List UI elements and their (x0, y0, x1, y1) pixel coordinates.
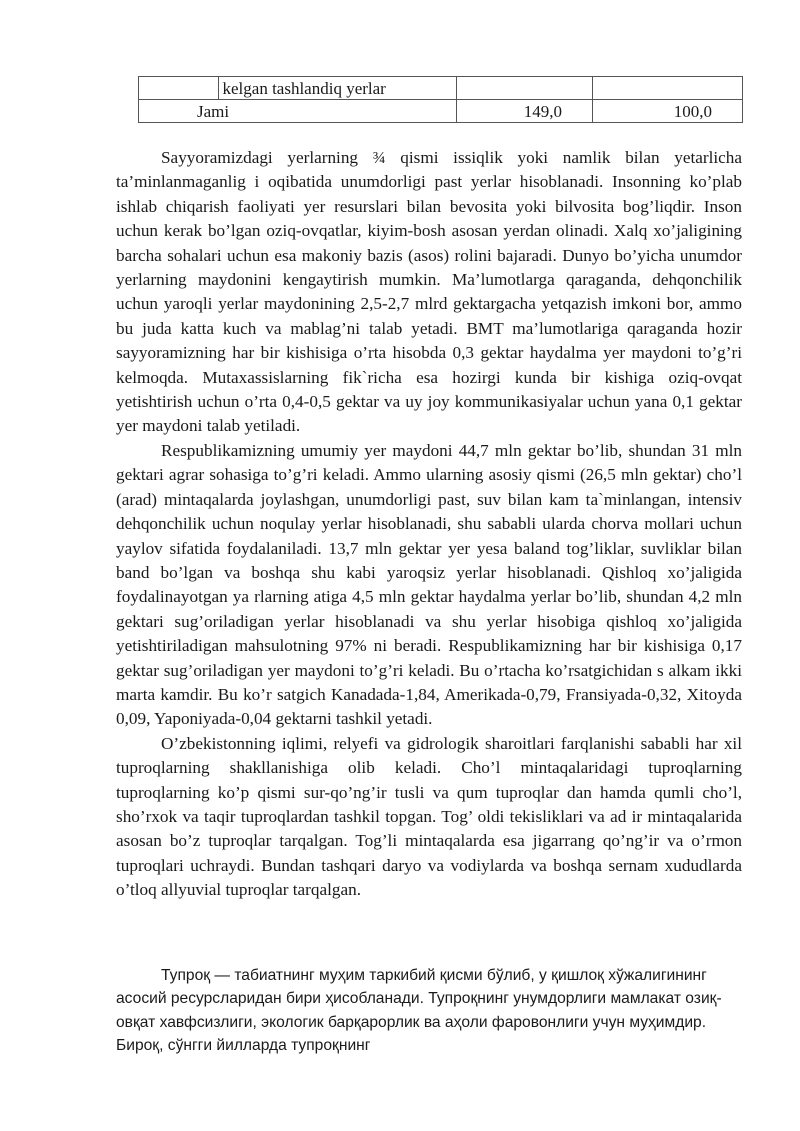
paragraph: Respublikamizning umumiy yer maydoni 44,7 mln gektar bo’lib, shundan 31 mln gektari agrar sohasiga to’g’ri keladi. Ammo ularning asosiy qismi (26,5 mln gektar) cho’l (arad) mintaqalarda joylashgan, unumdorligi past, suv bilan kam ta`minlangan, intensiv dehqonchilik uchun noqulay yerlar hisoblanadi, shu sababli ularda chorva mollari uchun yaylov sifatida foydalaniladi. 13,7 mln gektar yer yesa baland tog’liklar, suvliklar bilan band bo’lgan va boshqa shu kabi yaroqsiz yerlar hisoblanadi. Qishloq xo’jaligida foydalinayotgan ya rlarning atiga 4,5 mln gektar haydalma yerlar bo’lib, shundan 4,2 mln gektari sug’oriladigan yerlar hisoblanadi va shu yerlar hisobiga qishloq xo’jaligida yetishtiriladigan mahsulotning 97% ni beradi. Respublikamizning har bir kishisiga 0,17 gektar sug’oriladigan yer maydoni to’g’ri keladi. Bu o’rtacha ko’rsatgichidan s alkam ikki marta kamdir. Bu ko’r satgich Kanadada-1,84, Amerikada-0,79, Fransiyada-0,32, Xitoyda 0,09, Yaponiyada-0,04 gektarni tashkil yetadi. (116, 440, 742, 729)
paragraph: Sayyoramizdagi yerlarning ¾ qismi issiqlik yoki namlik bilan yetarlicha ta’minlanmaganlig i oqibatida unumdorligi past yerlar hisoblanadi. Insonning ko’plab ishlab chiqarish faoliyati yer resurslari bilan bevosita yoki bilvosita bog’liqdir. Inson uchun kerak bo’lgan oziq-ovqatlar, kiyim-bosh asosan yerdan olinadi. Xalq xo’jaligining barcha sohalari uchun esa makoniy bazis (asos) rolini bajaradi. Dunyo bo’yicha unumdor yerlarning maydonini kengaytirish mumkin. Ma’lumotlarga qaraganda, dehqonchilik uchun yaroqli yerlar maydonining 2,5-2,7 mlrd gektargacha yetqazish imkoni bor, ammo bu juda katta kuch va mablag’ni talab yetadi. BMT ma’lumotlariga qaraganda hozir sayyoramizning har bir kishisiga o’rta hisobda 0,3 gektar haydalma yer maydoni to’g’ri kelmoqda. Mutaxassislarning fik`richa esa hozirgi kunda bir kishiga oziq-ovqat yetishtirish uchun o’rta 0,4-0,5 gektar va uy joy kommunikasiyalar uchun yana 0,1 gektar yer maydoni talab yetiladi. (116, 148, 742, 436)
data-table-fragment (138, 76, 743, 123)
paragraph: O’zbekistonning iqlimi, relyefi va gidrologik sharoitlari farqlanishi sababli har xil tuproqlarning shakllanishiga olib keladi. Cho’l mintaqalaridagi tuproqlarning tuproqlarning ko’p qismi sur-qo’ng’ir tusli va qum tuproqlar dan hamda qumli cho’l, sho’rxok va taqir tuproqlardan tashkil topgan. Tog’ oldi tekisliklari va ad ir mintaqalarida asosan bo’z tuproqlar tarqalgan. Tog’li mintaqalarda esa jigarrang qo’ng’ir va o’rmon tuproqlari uchraydi. Bundan tashqari daryo va vodiylarda va boshqa sernam xududlarda o’tloq allyuvial tuproqlar tarqalgan. (116, 733, 742, 900)
body-text (116, 146, 742, 903)
cyrillic-text (116, 964, 742, 1058)
table-total-percent: 100,0 (592, 100, 742, 123)
table-total-value: 149,0 (457, 100, 593, 123)
table-total-label: Jami (139, 100, 457, 123)
table-cell (139, 77, 219, 100)
table-total-row (139, 100, 743, 123)
table-cell (457, 77, 593, 100)
table-cell-land-type: kelgan tashlandiq yerlar (218, 77, 457, 100)
paragraph-cyrillic: Тупроқ — табиатнинг муҳим таркибий қисми бўлиб, у қишлоқ хўжалигининг асосий ресурсларидан бири ҳисобланади. Тупроқнинг унумдорлиги мамлакат озиқ-овқат хавфсизлиги, экологик барқарорлик ва аҳоли фаровонлиги учун муҳимдир. Бироқ, сўнгги йилларда тупроқнинг (116, 967, 722, 1055)
table-row (139, 77, 743, 100)
table-cell (592, 77, 742, 100)
